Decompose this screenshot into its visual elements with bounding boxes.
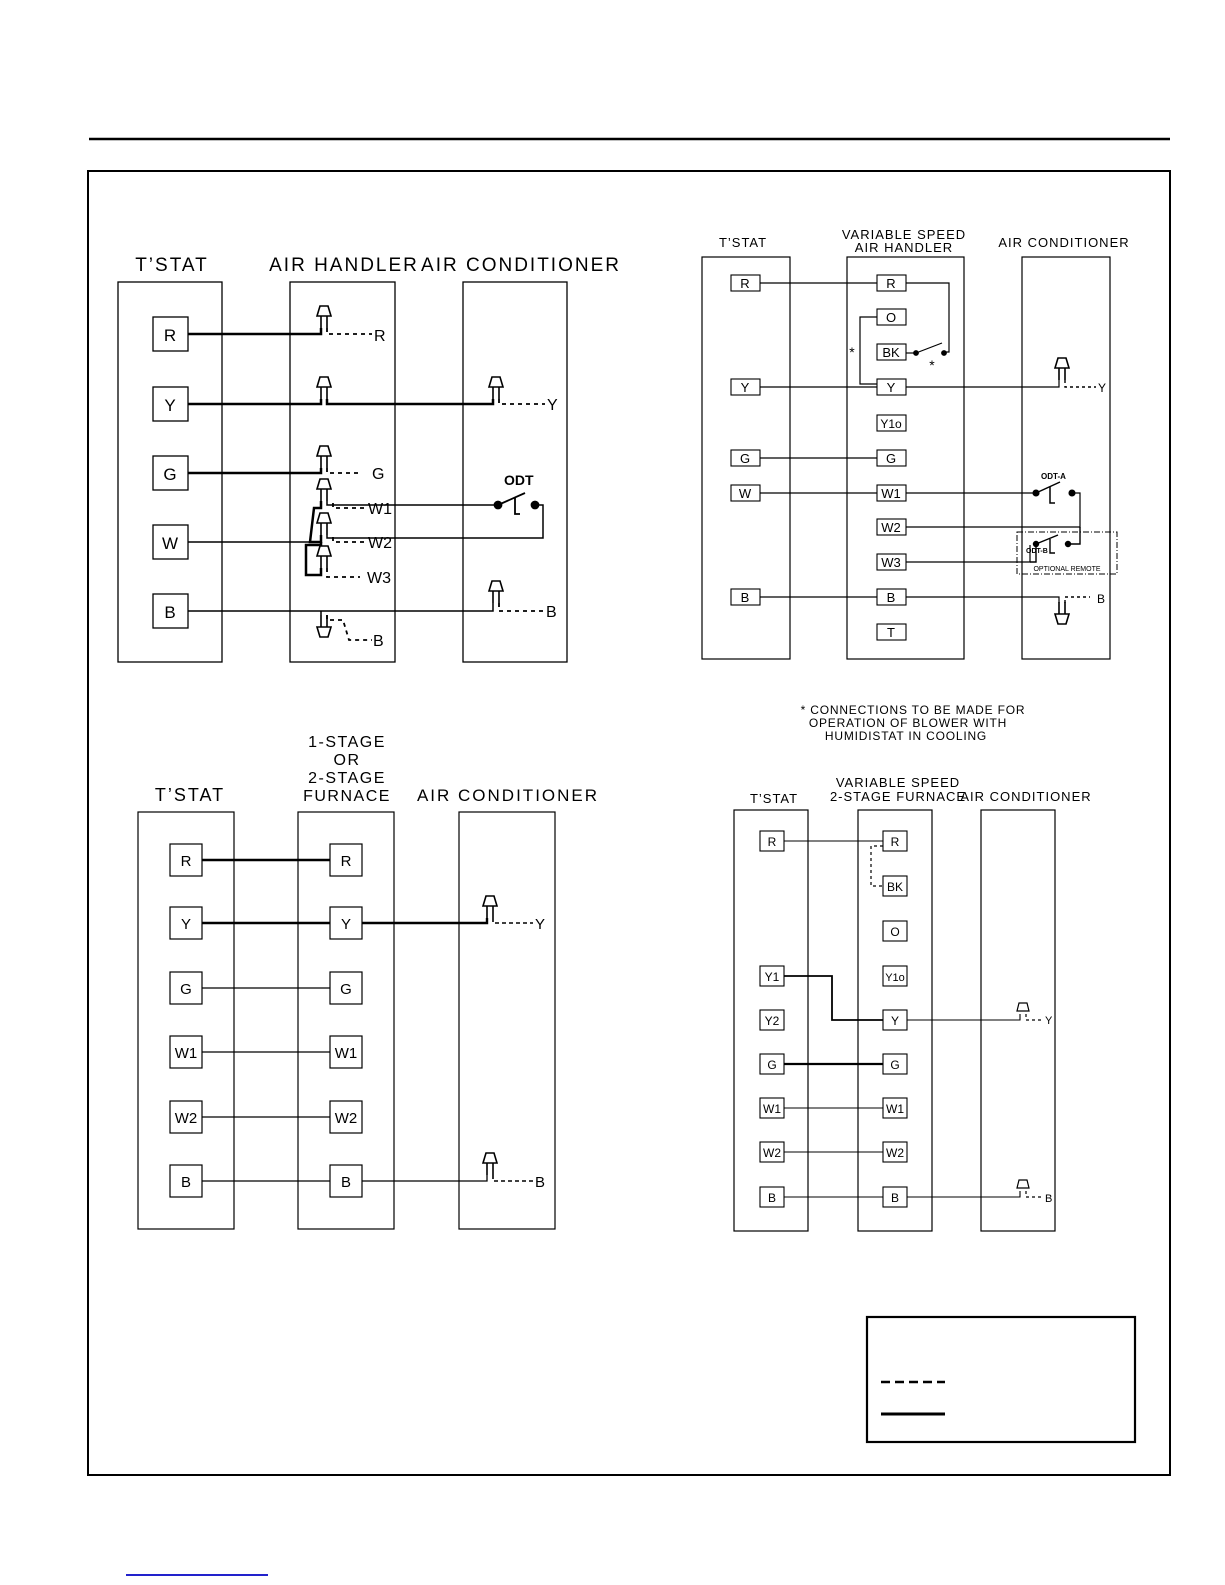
d3-ac-connector-y (483, 896, 497, 918)
d4-dash-b (1026, 1191, 1044, 1197)
d4-furnace-terminal-g (883, 1054, 907, 1074)
svg-text:Y: Y (164, 396, 176, 415)
svg-text:W1: W1 (886, 1102, 904, 1116)
svg-text:Y: Y (740, 380, 750, 395)
d3-tstat-terminal-w2 (170, 1101, 202, 1133)
d1-tstat-heading: T’STAT (135, 255, 209, 276)
legend-box (867, 1317, 1135, 1442)
footer-link-underline[interactable] (126, 1574, 268, 1576)
svg-text:G: G (739, 451, 751, 466)
d2-ac-connector-b (1055, 602, 1069, 624)
d2-ac-heading: AIR CONDITIONER (998, 235, 1130, 250)
d2-tstat-terminal-g (731, 450, 760, 466)
d1-wire-b (188, 603, 493, 611)
svg-text:Y: Y (890, 1014, 900, 1028)
d1-tag-w2: W2 (368, 535, 392, 552)
d4-tag-y: Y (1045, 1015, 1053, 1027)
d1-odt-switch (495, 493, 539, 514)
diagram-3-furnace (138, 734, 599, 1229)
d1-tag-w1: W1 (368, 501, 392, 518)
d4-wire-b-ac (907, 1191, 1020, 1197)
d1-terminal-r (153, 317, 188, 351)
svg-text:W2: W2 (763, 1146, 781, 1160)
d4-furnace-terminal-b (883, 1187, 907, 1207)
d1-tag-acy: Y (547, 397, 558, 414)
d2-dash-y (1065, 380, 1096, 387)
d2-wire-r-bk (906, 283, 949, 352)
d4-tstat-terminal-r (760, 831, 784, 851)
d4-tstat-terminal-w1 (760, 1098, 784, 1118)
d2-handler-terminal-bk (877, 344, 906, 360)
svg-text:Y1o: Y1o (880, 417, 902, 431)
d1-ac-connector-y (489, 377, 503, 399)
d2-handler-terminal-t (877, 624, 906, 640)
d4-tstat-terminal-y1 (760, 966, 784, 986)
svg-text:HUMIDISTAT IN COOLING: HUMIDISTAT IN COOLING (824, 729, 988, 743)
diagram-1-heat-pump-air-handler (118, 255, 621, 662)
svg-text:W: W (161, 534, 179, 553)
d2-handler-terminal-w2 (877, 519, 906, 535)
d4-ac-heading: AIR CONDITIONER (960, 789, 1092, 804)
d3-furnace-heading-3: 2-STAGE (308, 770, 386, 787)
d1-dash-r (327, 328, 372, 334)
svg-text:Y: Y (180, 916, 192, 933)
d2-handler-terminal-b (877, 589, 906, 605)
svg-text:O: O (890, 925, 900, 939)
svg-text:W1: W1 (881, 486, 901, 501)
d2-ac-connector-y (1055, 358, 1069, 380)
svg-text:G: G (163, 465, 177, 484)
d1-handler-connector-w2 (317, 513, 331, 535)
svg-text:B: B (180, 1174, 192, 1191)
d2-handler-terminal-o (877, 309, 906, 325)
svg-text:W: W (738, 486, 752, 501)
d4-tstat-terminal-w2 (760, 1142, 784, 1162)
d1-ac-connector-b (489, 581, 503, 603)
d4-furnace-terminal-y (883, 1010, 907, 1030)
d2-tag-y: Y (1098, 381, 1107, 395)
d2-handler-terminal-y (877, 379, 906, 395)
d2-handler-terminal-w3 (877, 554, 906, 570)
d3-ac-heading: AIR CONDITIONER (416, 786, 600, 805)
d3-ac-panel (459, 812, 555, 1229)
d4-furnace-heading-2: 2-STAGE FURNACE (829, 789, 967, 804)
d2-handler-terminal-r (877, 275, 906, 291)
d2-tstat-terminal-r (731, 275, 760, 291)
line-legend (867, 1317, 1135, 1442)
d3-tag-y: Y (535, 916, 546, 933)
d3-dash-b (493, 1175, 533, 1181)
d1-terminal-w (153, 525, 188, 559)
d3-wire-y-ac (362, 918, 487, 923)
d4-tstat-terminal-b (760, 1187, 784, 1207)
d4-wire-y1 (784, 976, 883, 1020)
d2-wire-o-y-jumper (860, 317, 877, 384)
d1-odt-label: ODT (504, 472, 534, 488)
d3-tstat-heading: T’STAT (154, 785, 226, 805)
d3-tstat-terminal-w1 (170, 1036, 202, 1068)
d3-furnace-terminal-w1 (330, 1036, 362, 1068)
svg-text:B: B (886, 590, 896, 605)
d4-dash-y (1026, 1014, 1044, 1020)
diagram-4-variable-speed-furnace (734, 775, 1092, 1231)
d3-tstat-terminal-b (170, 1165, 202, 1197)
d3-furnace-heading-4: FURNACE (303, 788, 391, 805)
d1-terminal-g (153, 456, 188, 490)
d2-star-2: * (929, 357, 935, 373)
d1-wire-w-jumper (310, 501, 321, 542)
d1-handler-connector-w1 (317, 479, 331, 501)
d2-handler-heading-2: AIR HANDLER (854, 240, 954, 255)
svg-text:BK: BK (886, 880, 904, 894)
d4-dash-r-bk (871, 846, 883, 886)
d1-tag-r: R (374, 328, 386, 345)
humidistat-note (801, 703, 1026, 743)
svg-text:W1: W1 (174, 1045, 198, 1062)
d2-odt-a-switch (1033, 482, 1075, 503)
d2-wire-w2-odt (906, 493, 1080, 527)
d1-tag-b: B (373, 633, 384, 650)
d1-terminal-y (153, 387, 188, 421)
svg-text:BK: BK (882, 345, 900, 360)
d2-tstat-heading: T’STAT (718, 235, 768, 250)
d3-dash-y (493, 918, 533, 923)
d1-handler-heading: AIR HANDLER (269, 255, 419, 276)
d3-furnace-terminal-y (330, 907, 362, 939)
svg-text:R: R (886, 276, 896, 291)
d2-tstat-terminal-y (731, 379, 760, 395)
d4-tstat-terminal-y2 (760, 1010, 784, 1030)
d1-handler-connector-y (317, 377, 331, 399)
svg-text:B: B (164, 603, 176, 622)
d3-tag-b: B (535, 1174, 546, 1191)
d1-dash-w3 (327, 568, 360, 577)
d1-tag-g: G (372, 466, 385, 483)
svg-text:Y1o: Y1o (885, 972, 905, 984)
svg-text:B: B (340, 1174, 352, 1191)
svg-text:W1: W1 (334, 1045, 358, 1062)
d4-wire-y-ac (907, 1014, 1020, 1020)
svg-text:W2: W2 (881, 520, 901, 535)
d1-wire-r (188, 328, 321, 334)
d4-ac-connector-b (1017, 1180, 1029, 1188)
svg-text:G: G (180, 981, 192, 998)
d4-furnace-terminal-y1o (883, 966, 907, 986)
d3-furnace-terminal-g (330, 972, 362, 1004)
d2-handler-terminal-y1o (877, 415, 906, 431)
d4-furnace-terminal-bk (883, 876, 907, 896)
d2-odt-a-label: ODT-A (1041, 472, 1066, 481)
d3-furnace-heading-1: 1-STAGE (308, 734, 386, 751)
d4-tstat-terminal-g (760, 1054, 784, 1074)
d1-dash-y-ac (499, 399, 545, 404)
svg-text:W1: W1 (763, 1102, 781, 1116)
svg-text:R: R (340, 853, 352, 870)
d2-optional-remote-label: OPTIONAL REMOTE (1033, 566, 1101, 573)
svg-text:R: R (163, 326, 177, 345)
d3-ac-connector-b (483, 1153, 497, 1175)
d3-furnace-terminal-w2 (330, 1101, 362, 1133)
d1-terminal-b (153, 594, 188, 628)
d2-odt-b-label: ODT-B (1026, 548, 1048, 555)
svg-text:R: R (767, 835, 777, 849)
d3-furnace-terminal-b (330, 1165, 362, 1197)
d2-star-1: * (849, 344, 855, 360)
svg-text:Y2: Y2 (764, 1014, 780, 1028)
d3-tstat-terminal-y (170, 907, 202, 939)
svg-text:G: G (767, 1058, 777, 1072)
svg-text:W3: W3 (881, 555, 901, 570)
d1-wire-w2-w3-jumper (306, 542, 321, 575)
d1-dash-b-handler (327, 615, 372, 640)
d2-wire-w3-odt (906, 545, 1030, 562)
d1-ac-heading: AIR CONDITIONER (421, 255, 621, 276)
svg-text:* CONNECTIONS TO BE MADE FOR: * CONNECTIONS TO BE MADE FOR (800, 703, 1026, 717)
svg-text:B: B (740, 590, 750, 605)
svg-text:W2: W2 (174, 1110, 198, 1127)
d1-wire-y (188, 399, 321, 404)
d4-tstat-heading: T’STAT (749, 791, 799, 806)
svg-text:R: R (180, 853, 192, 870)
svg-text:Y: Y (886, 380, 896, 395)
d1-tag-w3: W3 (367, 570, 391, 587)
d3-tstat-terminal-r (170, 844, 202, 876)
d2-wire-y-ac (906, 380, 1059, 387)
svg-text:Y1: Y1 (764, 970, 780, 984)
d1-handler-connector-b (317, 615, 331, 637)
svg-text:G: G (885, 451, 897, 466)
d2-handler-terminal-g (877, 450, 906, 466)
d1-wire-g (188, 468, 321, 473)
svg-text:G: G (890, 1058, 900, 1072)
svg-text:W2: W2 (886, 1146, 904, 1160)
d4-furnace-heading-1: VARIABLE SPEED (835, 775, 961, 790)
d1-handler-connector-w3 (317, 546, 331, 568)
d2-handler-heading-1: VARIABLE SPEED (841, 227, 967, 242)
d4-furnace-terminal-w2 (883, 1142, 907, 1162)
d1-handler-connector-r (317, 306, 331, 328)
svg-text:B: B (767, 1191, 777, 1205)
svg-text:Y: Y (340, 916, 352, 933)
d3-tstat-terminal-g (170, 972, 202, 1004)
diagram-2-variable-speed-air-handler (702, 227, 1130, 659)
svg-text:R: R (740, 276, 750, 291)
d1-handler-connector-g (317, 446, 331, 468)
d3-furnace-heading-2: OR (333, 752, 361, 769)
d4-furnace-terminal-o (883, 921, 907, 941)
d1-wire-odt-w1 (327, 501, 498, 505)
d2-dash-b (1065, 597, 1090, 603)
d1-tag-acb: B (546, 604, 557, 621)
d3-furnace-terminal-r (330, 844, 362, 876)
svg-text:B: B (890, 1191, 900, 1205)
svg-text:T: T (887, 625, 895, 640)
d2-tag-b: B (1097, 592, 1106, 606)
svg-text:OPERATION OF BLOWER WITH: OPERATION OF BLOWER WITH (808, 716, 1008, 730)
svg-text:R: R (890, 835, 900, 849)
svg-text:O: O (885, 310, 897, 325)
d4-furnace-terminal-r (883, 831, 907, 851)
d1-wire-y-ac (327, 399, 493, 404)
d1-dash-b-ac (499, 603, 545, 611)
d2-tstat-terminal-w (731, 485, 760, 501)
figure-frame (88, 171, 1170, 1475)
d2-humidistat-switch (906, 343, 946, 355)
d1-wire-odt-w2 (327, 505, 543, 538)
d4-ac-connector-y (1017, 1003, 1029, 1011)
d4-furnace-terminal-w1 (883, 1098, 907, 1118)
svg-text:G: G (340, 981, 352, 998)
d4-tag-b: B (1045, 1193, 1053, 1205)
svg-text:W2: W2 (334, 1110, 358, 1127)
d2-handler-terminal-w1 (877, 485, 906, 501)
d1-dash-g (327, 468, 361, 473)
d2-tstat-terminal-b (731, 589, 760, 605)
d2-wire-b-ac (906, 597, 1059, 603)
d3-wire-b-ac (362, 1175, 487, 1181)
